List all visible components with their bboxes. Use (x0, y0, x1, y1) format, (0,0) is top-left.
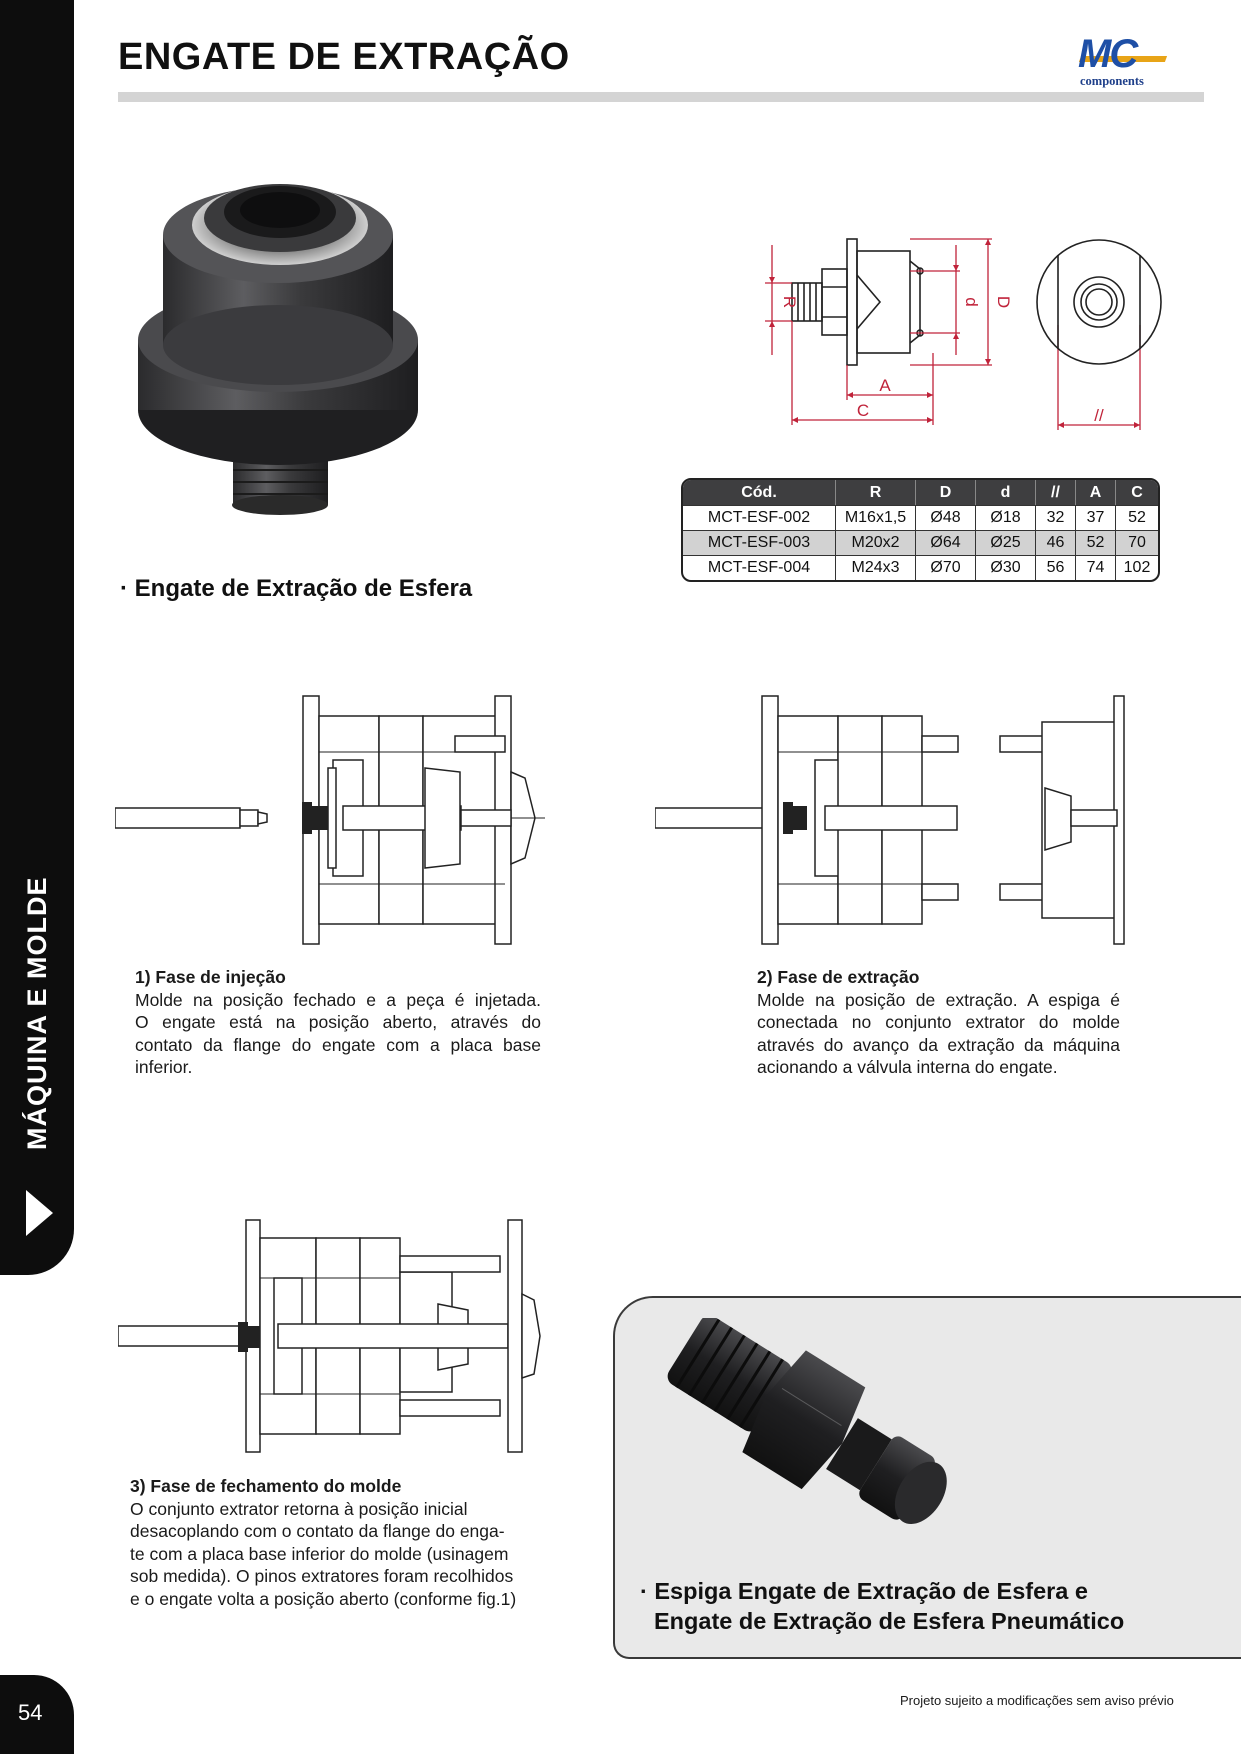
phase-2-line: através do avanço da extração da máquina (757, 1034, 1120, 1055)
table-cell: 32 (1035, 505, 1075, 530)
phase-1-line: Molde na posição fechado e a peça é injetada. (135, 989, 541, 1010)
table-cell: MCT-ESF-004 (683, 555, 835, 580)
section-arrow-icon (26, 1190, 53, 1236)
dim-label-parallel: // (1094, 406, 1104, 425)
table-cell: Ø25 (975, 530, 1035, 555)
spec-table (681, 478, 1160, 582)
title-divider (118, 92, 1204, 102)
page-title: ENGATE DE EXTRAÇÃO (118, 36, 570, 78)
dim-label-c: C (856, 401, 870, 420)
phase-3-line: desacoplando com o contato da flange do enga- (130, 1521, 505, 1541)
table-cell: 46 (1035, 530, 1075, 555)
table-cell: 52 (1075, 530, 1115, 555)
table-row (683, 555, 1158, 580)
table-cell: 74 (1075, 555, 1115, 580)
phase-3-text (130, 1475, 550, 1610)
section-label-text: MÁQUINA E MOLDE (22, 876, 52, 1150)
ball-coupling-photo (138, 180, 468, 540)
table-cell: 37 (1075, 505, 1115, 530)
page-number: 54 (18, 1700, 43, 1725)
related-caption-line-2: Engate de Extração de Esfera Pneumático (654, 1608, 1125, 1634)
table-cell: Ø18 (975, 505, 1035, 530)
phase-3-line: sob medida). O pinos extratores foram recolhidos (130, 1566, 514, 1586)
table-cell: 56 (1035, 555, 1075, 580)
related-caption-line-1: · Espiga Engate de Extração de Esfera e (640, 1578, 1088, 1604)
product-caption: · Engate de Extração de Esfera (120, 575, 473, 602)
dim-label-a: A (879, 376, 891, 395)
col-header: d (975, 480, 1035, 505)
phase-2-line: conectada no conjunto extrator do molde (757, 1012, 1120, 1032)
phase-1-line: contato da flange do engate com a placa base (135, 1034, 541, 1055)
phase-1-injection-diagram (115, 692, 605, 948)
table-cell: Ø70 (915, 555, 975, 580)
phase-3-line: e o engate volta a posição aberto (conforme fig.1) (130, 1588, 517, 1609)
related-product-caption (640, 1576, 1124, 1636)
col-header: A (1075, 480, 1115, 505)
phase-3-line: te com a placa base inferior do molde (usinagem (130, 1543, 509, 1564)
table-cell: M20x2 (835, 530, 915, 555)
col-header: // (1035, 480, 1075, 505)
phase-1-line: O engate está na posição aberto, através do (135, 1012, 541, 1032)
table-cell: M24x3 (835, 555, 915, 580)
table-cell: M16x1,5 (835, 505, 915, 530)
phase-2-title: 2) Fase de extração (757, 967, 920, 987)
table-row (683, 530, 1158, 555)
phase-1-title: 1) Fase de injeção (135, 967, 286, 987)
col-header: R (835, 480, 915, 505)
dimension-drawing (760, 225, 1170, 435)
phase-3-title: 3) Fase de fechamento do molde (130, 1476, 402, 1496)
logo-mark: MC (1078, 32, 1137, 76)
phase-3-line: O conjunto extrator retorna à posição inicial (130, 1498, 468, 1519)
phase-1-line: inferior. (135, 1057, 193, 1077)
phase-2-text (757, 966, 1120, 1079)
col-header: Cód. (683, 480, 835, 505)
dim-label-small-d: d (962, 297, 981, 307)
phase-1-text (135, 966, 541, 1079)
table-cell: 70 (1115, 530, 1158, 555)
table-cell: MCT-ESF-002 (683, 505, 835, 530)
table-cell: Ø48 (915, 505, 975, 530)
table-row (683, 505, 1158, 530)
brand-logo (1078, 34, 1172, 92)
dim-label-big-d: D (994, 295, 1013, 309)
logo-subtitle: components (1080, 74, 1144, 88)
dim-label-r: R (780, 295, 799, 309)
table-cell: 52 (1115, 505, 1158, 530)
table-cell: MCT-ESF-003 (683, 530, 835, 555)
coupling-pin-photo (660, 1318, 990, 1548)
table-cell: Ø64 (915, 530, 975, 555)
phase-3-closing-diagram (118, 1216, 548, 1456)
table-header-row (683, 480, 1158, 505)
table-cell: Ø30 (975, 555, 1035, 580)
phase-2-line: acionando a válvula interna do engate. (757, 1057, 1058, 1077)
footer-disclaimer: Projeto sujeito a modificações sem aviso prévio (900, 1693, 1174, 1708)
phase-2-line: Molde na posição de extração. A espiga é (757, 989, 1120, 1010)
col-header: D (915, 480, 975, 505)
col-header: C (1115, 480, 1158, 505)
phase-2-extraction-diagram (655, 692, 1125, 948)
table-cell: 102 (1115, 555, 1158, 580)
